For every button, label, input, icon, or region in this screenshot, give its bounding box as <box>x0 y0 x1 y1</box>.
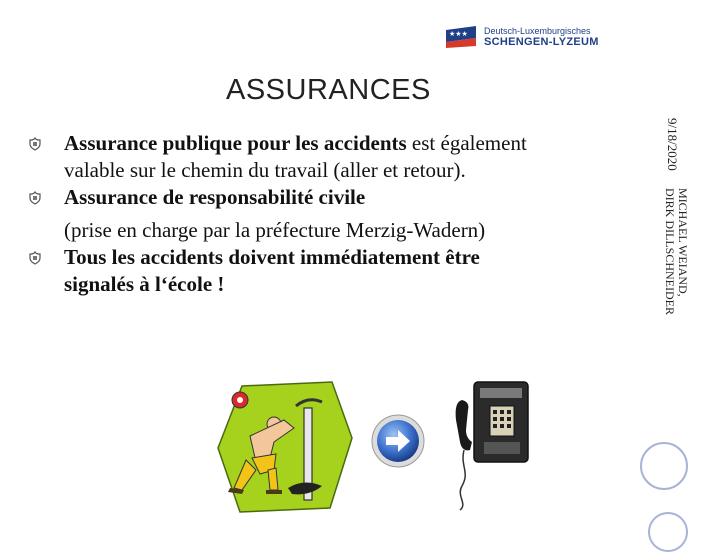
logo-text-bottom: SCHENGEN-LYZEUM <box>484 36 599 48</box>
bullet-3-line2: signalés à l‘école ! <box>64 272 225 296</box>
bullet-item <box>28 244 608 298</box>
bullet-3-line1: Tous les accidents doivent immédiatement être <box>64 245 480 269</box>
svg-text:★★★: ★★★ <box>449 30 468 38</box>
wall-telephone-icon <box>450 380 530 512</box>
bullet-icon <box>28 191 42 205</box>
author-line-1: MICHAEL WEIAND, <box>676 188 690 297</box>
bullet-1-rest: est également <box>406 131 527 155</box>
bullet-2-line2: (prise en charge par la préfecture Merzig-Wadern) <box>64 218 486 242</box>
bullet-1-bold: Assurance publique pour les accidents <box>64 131 407 155</box>
next-arrow-icon <box>370 413 426 469</box>
bullet-item <box>28 184 608 244</box>
date-text: 9/18/2020 <box>665 118 680 171</box>
bullet-icon <box>28 251 42 265</box>
school-logo <box>444 24 604 52</box>
logo-text-top: Deutsch-Luxemburgisches <box>484 26 591 36</box>
bullet-item <box>28 130 608 184</box>
slide-title: ASSURANCES <box>226 74 431 106</box>
bullet-1-line2: valable sur le chemin du travail (aller et retour). <box>64 158 466 182</box>
slide-date <box>662 118 686 188</box>
bullet-list <box>28 130 608 298</box>
author-line-2: DIRK DILLSCHNEIDER <box>663 188 677 315</box>
accident-worker-icon <box>212 378 362 518</box>
bullet-2-bold: Assurance de responsabilité civile <box>64 185 366 209</box>
decorative-circle <box>640 442 688 490</box>
bullet-icon <box>28 137 42 151</box>
decorative-circle <box>648 512 688 552</box>
slide-author <box>658 188 690 318</box>
logo-flag-icon <box>444 24 482 50</box>
